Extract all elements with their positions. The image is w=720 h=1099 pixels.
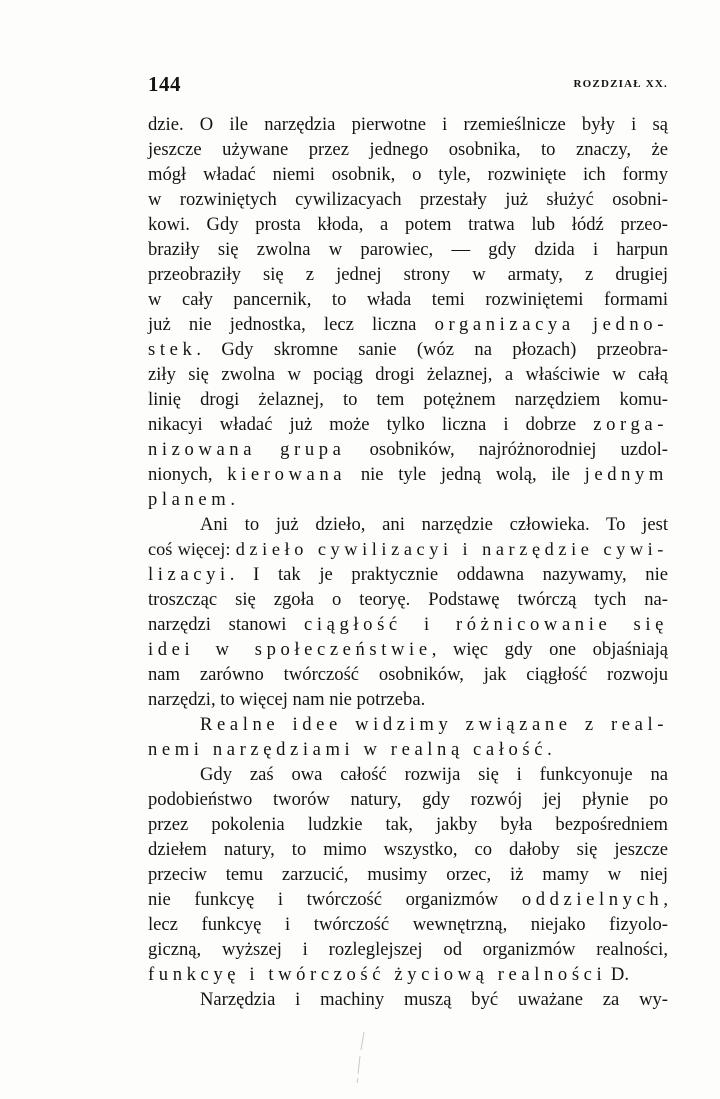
text-line — [148, 737, 668, 762]
text-segment: już nie jednostka, lecz liczna — [148, 314, 435, 335]
body-text — [148, 112, 668, 1012]
text-segment: narzędzi, to więcej nam nie potrzeba. — [148, 689, 426, 710]
text-segment: w cały pancernik, to włada temi rozwiniętemi formami — [148, 289, 668, 310]
spaced-emphasis-text: stek — [148, 339, 197, 360]
text-line — [148, 212, 668, 237]
text-line — [148, 812, 668, 837]
text-segment: osobników, najróżnorodniej uzdol- — [345, 439, 669, 460]
text-line — [148, 962, 668, 987]
text-line — [148, 537, 668, 562]
text-segment: dzie. O ile narzędzia pierwotne i rzemieślnicze były i są — [148, 114, 668, 135]
text-segment: D. — [606, 964, 630, 985]
text-line — [148, 612, 668, 637]
spaced-emphasis-text: kierowana — [227, 464, 347, 485]
text-line — [148, 137, 668, 162]
text-line — [148, 362, 668, 387]
text-line — [148, 312, 668, 337]
spaced-emphasis-text: oddzielnych — [521, 889, 664, 910]
text-line — [148, 487, 668, 512]
text-line — [148, 262, 668, 287]
text-segment: przeciw temu zarzucić, musimy orzec, iż mamy w niej — [148, 864, 668, 885]
text-line — [148, 837, 668, 862]
running-head: ROZDZIAŁ XX. — [573, 78, 668, 90]
text-segment: nionych, — [148, 464, 228, 485]
text-line — [148, 887, 668, 912]
text-line — [148, 787, 668, 812]
text-segment: linię drogi żelaznej, to tem potężnem narzędziem komu- — [148, 389, 668, 410]
text-segment: Gdy zaś owa całość rozwija się i funkcyonuje na — [200, 764, 668, 785]
text-segment: , — [663, 889, 668, 910]
text-segment: dziełem natury, to mimo wszystko, co dałoby się jeszcze — [148, 839, 668, 860]
text-line — [148, 112, 668, 137]
text-line — [148, 562, 668, 587]
text-segment: przez pokolenia ludzkie tak, jakby była bezpośredniem — [148, 814, 668, 835]
spaced-emphasis-text: planem — [148, 489, 231, 510]
text-line — [148, 462, 668, 487]
text-segment: w rozwiniętych cywilizacyach przestały już służyć osobni- — [148, 189, 668, 210]
text-line — [148, 512, 668, 537]
text-line — [148, 587, 668, 612]
text-segment: Narzędzia i machiny muszą być uważane za wy- — [200, 989, 668, 1010]
spaced-emphasis-text: dzieło cywilizacyi i narzędzie cywi- — [235, 539, 668, 559]
spaced-emphasis-text: nizowana — [148, 439, 257, 460]
text-segment: przeobraziły się z jednej strony w armaty, z drugiej — [148, 264, 668, 285]
text-segment: Ani to już dzieło, ani narzędzie człowieka. To jest — [200, 514, 668, 535]
text-segment: mógł władać niemi osobnik, o tyle, rozwinięte ich formy — [148, 164, 668, 185]
text-line — [148, 637, 668, 662]
text-segment: . — [230, 489, 235, 510]
spaced-emphasis-text: lizacyi — [148, 564, 230, 585]
text-segment: , więc gdy one objaśniają — [431, 639, 668, 660]
spaced-emphasis-text: jednym — [584, 464, 668, 485]
text-line — [148, 187, 668, 212]
text-line — [148, 712, 668, 737]
text-segment: nikacyi władać już może tylko liczna i dobrze — [148, 414, 594, 435]
text-segment: coś więcej: — [148, 539, 236, 559]
text-segment: troszcząc się zgoła o teoryę. Podstawę twórczą tych na- — [148, 589, 668, 610]
spaced-emphasis-text: organizacya — [434, 314, 575, 335]
text-segment: . — [547, 739, 552, 760]
text-line — [148, 862, 668, 887]
text-segment: kowi. Gdy prosta kłoda, a potem tratwa lub łódź przeo- — [148, 214, 668, 235]
text-line — [148, 237, 668, 262]
text-segment: giczną, wyższej i rozleglejszej od organizmów realności, — [148, 939, 668, 960]
spaced-emphasis-text: zorga- — [593, 414, 668, 435]
text-segment: narzędzi stanowi — [148, 614, 305, 635]
spaced-emphasis-text: ciągłość i różnicowanie się — [304, 614, 668, 635]
text-line — [148, 412, 668, 437]
text-segment: nam zarówno twórczość osobników, jak ciągłość rozwoju — [148, 664, 668, 685]
text-segment: . I tak je praktycznie oddawna nazywamy, nie — [229, 564, 668, 585]
text-line — [148, 162, 668, 187]
page-number: 144 — [148, 72, 181, 96]
text-segment — [256, 439, 280, 460]
text-segment — [575, 314, 593, 335]
text-segment: . Gdy skromne sanie (wóz na płozach) przeobra- — [196, 339, 668, 360]
text-segment: jeszcze używane przez jednego osobnika, to znaczy, że — [148, 139, 668, 160]
text-line — [148, 987, 668, 1012]
text-segment: ziły się zwolna w pociąg drogi żelaznej, a właściwie w całą — [148, 364, 668, 385]
text-line — [148, 687, 668, 712]
text-line — [148, 437, 668, 462]
spaced-emphasis-text: Realne idee widzimy związane z real- — [200, 714, 668, 735]
page-header — [148, 72, 672, 100]
text-line — [148, 287, 668, 312]
scan-mark — [355, 1030, 367, 1085]
text-line — [148, 337, 668, 362]
spaced-emphasis-text: idei w społeczeństwie — [148, 639, 432, 660]
text-segment: lecz funkcyę i twórczość wewnętrzną, niejako fizyolo- — [148, 914, 668, 935]
spaced-emphasis-text: jedno- — [592, 314, 668, 335]
spaced-emphasis-text: nemi narzędziami w realną całość — [148, 739, 548, 760]
text-line — [148, 762, 668, 787]
text-line — [148, 387, 668, 412]
text-segment: braziły się zwolna w parowiec, — gdy dzida i harpun — [148, 239, 668, 260]
text-segment: nie tyle jedną wolą, ile — [346, 464, 585, 485]
text-line — [148, 662, 668, 687]
text-segment: nie funkcyę i twórczość organizmów — [148, 889, 522, 910]
text-segment: podobieństwo tworów natury, gdy rozwój jej płynie po — [148, 789, 668, 810]
text-line — [148, 912, 668, 937]
spaced-emphasis-text: funkcyę i twórczość życiową realności — [148, 964, 607, 985]
spaced-emphasis-text: grupa — [280, 439, 346, 460]
text-line — [148, 937, 668, 962]
